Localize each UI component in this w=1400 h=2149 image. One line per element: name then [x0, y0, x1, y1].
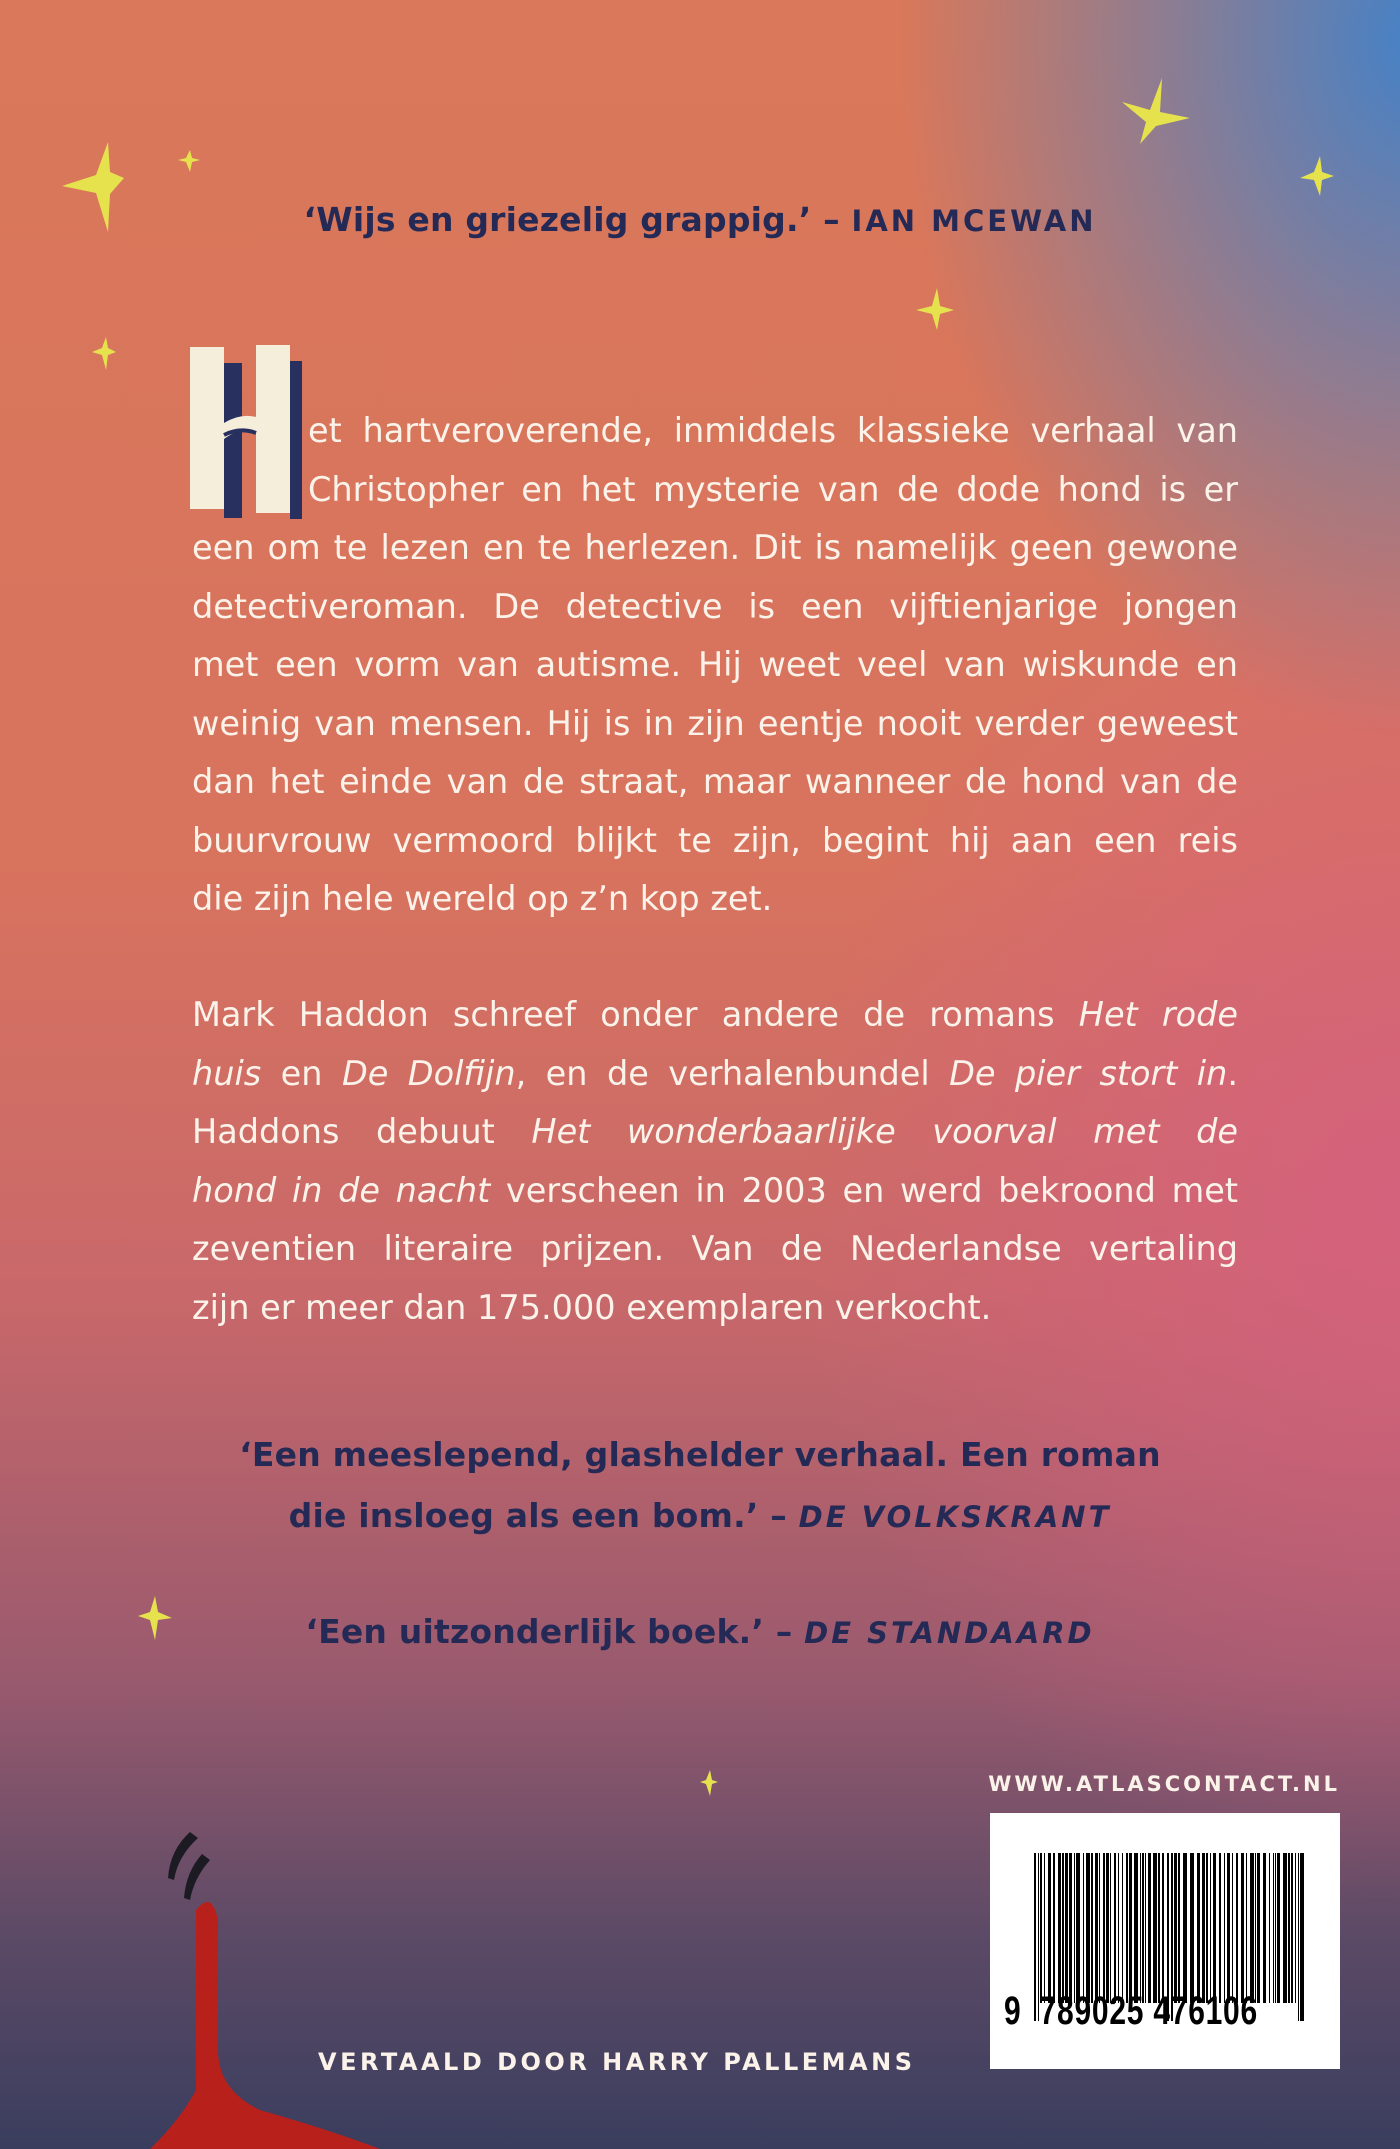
- barcode-bar: [1062, 1853, 1064, 2003]
- barcode-bar: [1074, 1853, 1075, 2003]
- barcode-bar: [1273, 1853, 1274, 2003]
- barcode-bar: [1044, 1853, 1045, 2003]
- star-icon: [178, 150, 200, 172]
- isbn-group-2: 476106: [1153, 1989, 1258, 2033]
- bio-text: zeventien literaire prijzen. Van de Nederlandse vertaling: [192, 1229, 1238, 1268]
- body-line: dan het einde van de straat, maar wanneer de hond van de: [192, 762, 1238, 801]
- bio-line: [192, 986, 1238, 1045]
- barcode-bar: [1246, 1853, 1247, 2003]
- barcode-bar: [1099, 1853, 1100, 2003]
- dog-tail-illustration: [0, 1820, 420, 2149]
- barcode-bar: [1219, 1853, 1221, 2003]
- body-line: buurvrouw vermoord blijkt te zijn, begint hij aan een reis: [192, 820, 1238, 860]
- body-line: een om te lezen en te herlezen. Dit is namelijk geen gewone: [192, 528, 1238, 567]
- bio-text: .: [1227, 1053, 1238, 1093]
- barcode-bar: [1048, 1853, 1051, 2003]
- isbn-number: [1004, 1989, 1258, 2034]
- barcode-bar: [1275, 1853, 1276, 2003]
- bio-text: verscheen in 2003 en werd bekroond met: [490, 1170, 1238, 1210]
- body-line: met een vorm van autisme. Hij weet veel van wiskunde en: [192, 645, 1238, 684]
- barcode-bar: [1178, 1853, 1180, 2003]
- barcode-bar: [1162, 1853, 1164, 2003]
- isbn-barcode: [990, 1813, 1340, 2069]
- barcode-bar: [1288, 1853, 1290, 2003]
- barcode-bar: [1291, 1853, 1293, 2003]
- bio-line: [192, 1103, 1238, 1162]
- body-line: et hartveroverende, inmiddels klassieke verhaal van: [308, 411, 1238, 450]
- barcode-bar: [1158, 1853, 1160, 2003]
- barcode-bar: [1142, 1853, 1144, 2003]
- quote-top-text: ‘Wijs en griezelig grappig.’ –: [303, 200, 852, 239]
- barcode-bar: [1053, 1853, 1055, 2003]
- barcode-bar: [1263, 1853, 1266, 2003]
- barcode-bar: [1148, 1853, 1151, 2003]
- barcode-bar: [1140, 1853, 1141, 2003]
- star-icon: [92, 337, 116, 370]
- barcode-bar: [1134, 1853, 1138, 2003]
- isbn-group-1: 789025: [1039, 1989, 1145, 2033]
- barcode-bar: [1232, 1853, 1233, 2003]
- barcode-bar: [1298, 1853, 1299, 2021]
- bio-line: [192, 1045, 1238, 1104]
- barcode-bar: [1110, 1853, 1111, 2003]
- bio-text: Haddons debuut: [192, 1112, 532, 1151]
- quote-volkskrant-line1: ‘Een meeslepend, glashelder verhaal. Een roman: [239, 1435, 1161, 1474]
- bio-text: Mark Haddon schreef onder andere de romans: [192, 995, 1079, 1034]
- barcode-bar: [1277, 1853, 1280, 2003]
- quote-volkskrant-source: DE VOLKSKRANT: [798, 1500, 1112, 1534]
- barcode-bar: [1210, 1853, 1211, 2003]
- barcode-bar: [1106, 1853, 1109, 2003]
- barcode-bar: [1236, 1853, 1238, 2003]
- star-icon: [1300, 156, 1334, 196]
- barcode-bar: [1257, 1853, 1260, 2003]
- book-title: Het wonderbaarlijke voorval met de: [531, 1112, 1239, 1151]
- quote-standaard: [0, 1612, 1400, 1651]
- barcode-bar: [1153, 1853, 1157, 2003]
- body-line: Christopher en het mysterie van de dode hond is er: [308, 469, 1238, 509]
- bio-text: , en de verhalenbundel: [515, 1053, 950, 1093]
- bio-line: [192, 1162, 1238, 1221]
- barcode-bar: [1241, 1853, 1244, 2003]
- barcode-bar: [1095, 1853, 1098, 2003]
- isbn-lead-digit: 9: [1004, 1989, 1022, 2033]
- publisher-website[interactable]: WWW.ATLASCONTACT.NL: [988, 1772, 1340, 1796]
- quote-volkskrant-line2: die insloeg als een bom.’ –: [288, 1496, 799, 1535]
- barcode-bar: [1086, 1853, 1090, 2003]
- description-paragraph-1: [192, 402, 1238, 929]
- barcode-bar: [1069, 1853, 1072, 2003]
- book-title: huis: [192, 1053, 262, 1093]
- body-line: die zijn hele wereld op z’n kop zet.: [192, 879, 773, 918]
- barcode-bar: [1122, 1853, 1123, 2003]
- barcode-bar: [1129, 1853, 1132, 2003]
- barcode-bar: [1283, 1853, 1287, 2003]
- barcode-bar: [1118, 1853, 1119, 2003]
- barcode-bar: [1174, 1853, 1177, 2003]
- barcode-bar: [1213, 1853, 1216, 2003]
- barcode-bar: [1040, 1853, 1042, 2003]
- translator-credit: VERTAALD DOOR HARRY PALLEMANS: [318, 2048, 916, 2076]
- bio-text: en: [261, 1053, 342, 1093]
- star-icon: [700, 1770, 718, 1796]
- barcode-bar: [1114, 1853, 1116, 2003]
- barcode-bar: [1183, 1853, 1187, 2003]
- star-icon: [1122, 78, 1190, 144]
- bio-text: zijn er meer dan 175.000 exemplaren verkocht.: [192, 1287, 992, 1327]
- barcode-bar: [1065, 1853, 1068, 2003]
- quote-volkskrant: [0, 1424, 1400, 1548]
- star-icon: [916, 288, 954, 330]
- bio-line: [192, 1279, 1238, 1338]
- barcode-bar: [1300, 1853, 1304, 2021]
- barcode-bar: [1227, 1853, 1230, 2003]
- bio-line: [192, 1220, 1238, 1279]
- barcode-bar: [1083, 1853, 1084, 2003]
- barcode-bar: [1103, 1853, 1105, 2003]
- barcode-bar: [1295, 1853, 1296, 2003]
- quote-standaard-text: ‘Een uitzonderlijk boek.’ –: [305, 1612, 805, 1651]
- motion-lines-icon: [168, 1832, 210, 1900]
- barcode-bar: [1091, 1853, 1093, 2003]
- barcode-bar: [1145, 1853, 1146, 2003]
- barcode-bar: [1126, 1853, 1128, 2003]
- barcode-bar: [1250, 1853, 1254, 2003]
- book-title: De Dolfijn: [341, 1053, 516, 1093]
- quote-standaard-source: DE STANDAARD: [804, 1616, 1095, 1650]
- dog-tail-icon: [150, 1902, 380, 2149]
- book-title: Het rode: [1078, 995, 1238, 1034]
- barcode-bar: [1058, 1853, 1061, 2003]
- quote-top: [0, 200, 1400, 239]
- author-bio-paragraph: [192, 986, 1238, 1337]
- book-title: hond in de nacht: [192, 1170, 491, 1210]
- barcode-bar: [1224, 1853, 1225, 2003]
- quote-top-source: IAN MCEWAN: [851, 204, 1097, 238]
- barcode-bar: [1197, 1853, 1200, 2003]
- barcode-bar: [1190, 1853, 1194, 2003]
- barcode-bar: [1076, 1853, 1080, 2003]
- barcode-bar: [1269, 1853, 1270, 2003]
- book-title: De pier stort in: [949, 1053, 1228, 1093]
- barcode-bar: [1255, 1853, 1256, 2003]
- body-line: detectiveroman. De detective is een vijftienjarige jongen: [192, 586, 1238, 626]
- barcode-bar: [1206, 1853, 1208, 2003]
- body-line: weinig van mensen. Hij is in zijn eentje nooit verder geweest: [192, 703, 1238, 743]
- barcode-bar: [1202, 1853, 1205, 2003]
